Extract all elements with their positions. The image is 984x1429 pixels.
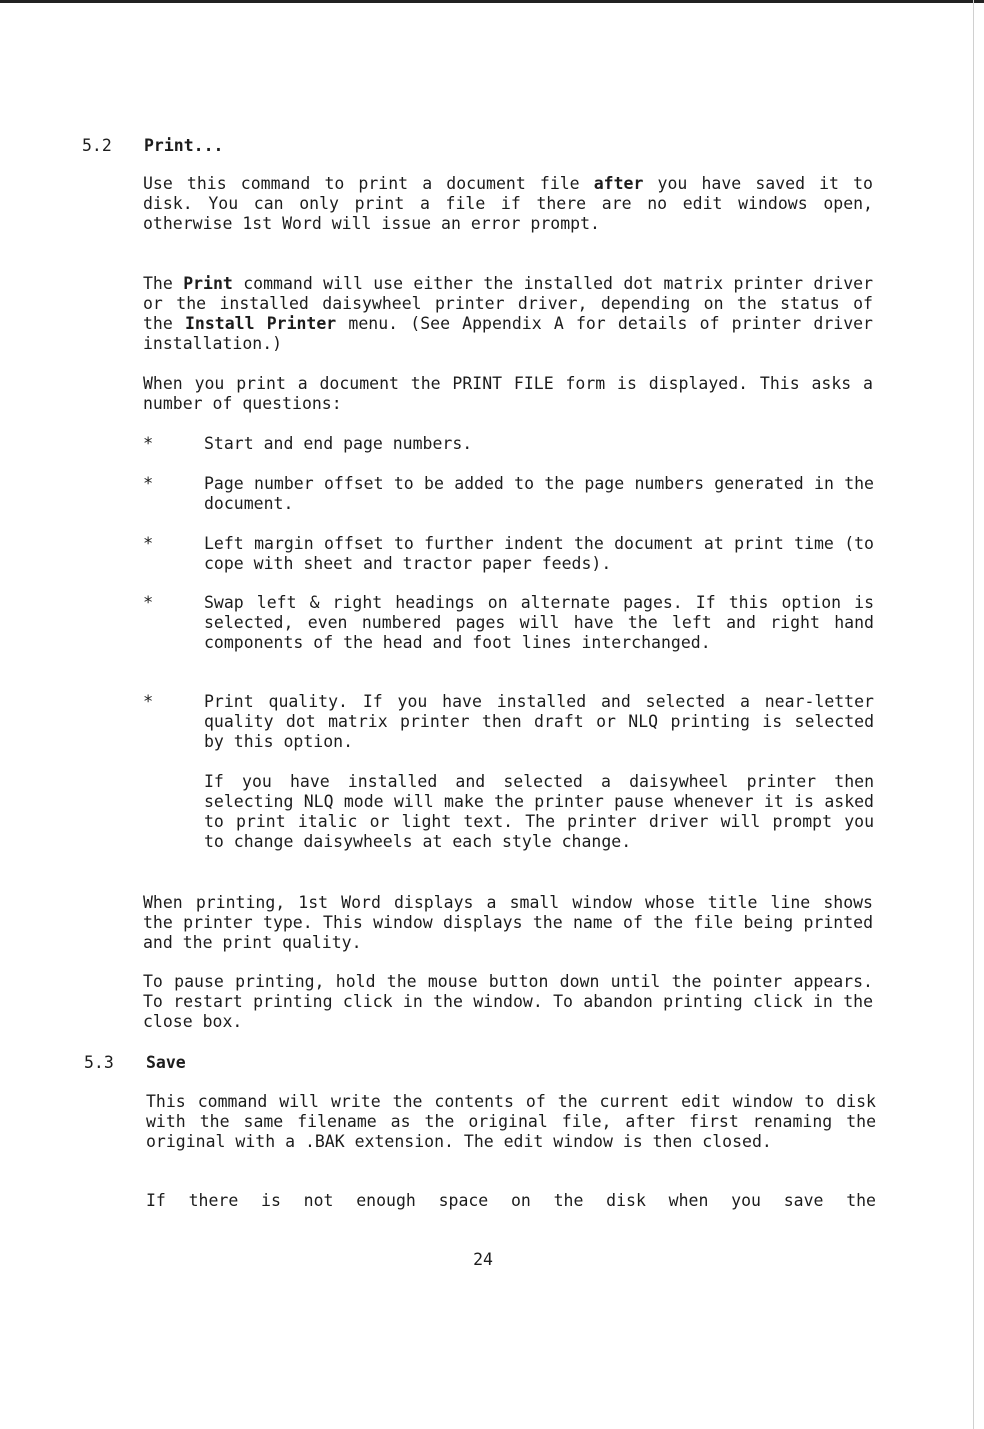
text-run: menu. (See Appendix A for details of printer driver installation.): [143, 314, 873, 353]
bullet-item: Left margin offset to further indent the document at print time (to cope with sheet and tractor paper feeds).: [204, 534, 874, 573]
section-number: 5.3: [84, 1053, 114, 1072]
bullet-marker: *: [143, 692, 154, 712]
bold-text: after: [593, 174, 644, 193]
paragraph: [143, 174, 873, 234]
text-run: command will use either the installed dot matrix printer driver or the installed daisywheel printer driver, depending on the status of the: [143, 274, 873, 333]
section-title: Save: [146, 1053, 186, 1072]
bullet-item: Swap left & right headings on alternate pages. If this option is selected, even numbered pages will have the left and right hand components of the head and foot lines interchanged.: [204, 593, 874, 652]
section-title: Print...: [144, 136, 224, 155]
text-run: The: [143, 274, 184, 293]
text-run: you have saved it to disk. You can only print a file if there are no edit windows open, otherwise 1st Word will issue an error prompt.: [143, 174, 873, 233]
bullet-marker: *: [143, 593, 154, 613]
text-run: Use this command to print a document file: [143, 174, 594, 193]
bullet-marker: *: [143, 434, 154, 454]
paragraph: To pause printing, hold the mouse button down until the pointer appears. To restart printing click in the window. To abandon printing click in the close box.: [143, 972, 873, 1031]
bold-text: Print: [183, 274, 233, 293]
bullet-item: Print quality. If you have installed and selected a near-letter quality dot matrix printer then draft or NLQ printing is selected by this option.: [204, 692, 874, 751]
paragraph: This command will write the contents of the current edit window to disk with the same filename as the original file, after first renaming the original with a .BAK extension. The edit window is then closed.: [146, 1092, 876, 1151]
bullet-item: Start and end page numbers.: [204, 434, 473, 453]
bullet-marker: *: [143, 474, 154, 494]
paragraph: When you print a document the PRINT FILE form is displayed. This asks a number of questions:: [143, 374, 873, 413]
page-number: 24: [473, 1250, 493, 1269]
section-number: 5.2: [82, 136, 112, 155]
bullet-item: Page number offset to be added to the page numbers generated in the document.: [204, 474, 874, 513]
bold-text: Install Printer: [184, 314, 337, 333]
paragraph: [143, 274, 873, 354]
paragraph: If there is not enough space on the disk when you save the: [146, 1191, 876, 1210]
paragraph: When printing, 1st Word displays a small window whose title line shows the printer type. This window displays the name of the file being printed and the print quality.: [143, 893, 873, 952]
bullet-followup-paragraph: If you have installed and selected a daisywheel printer then selecting NLQ mode will make the printer pause whenever it is asked to print italic or light text. The printer driver will prompt you to change daisywheels at each style change.: [204, 772, 874, 851]
bullet-marker: *: [143, 534, 154, 554]
